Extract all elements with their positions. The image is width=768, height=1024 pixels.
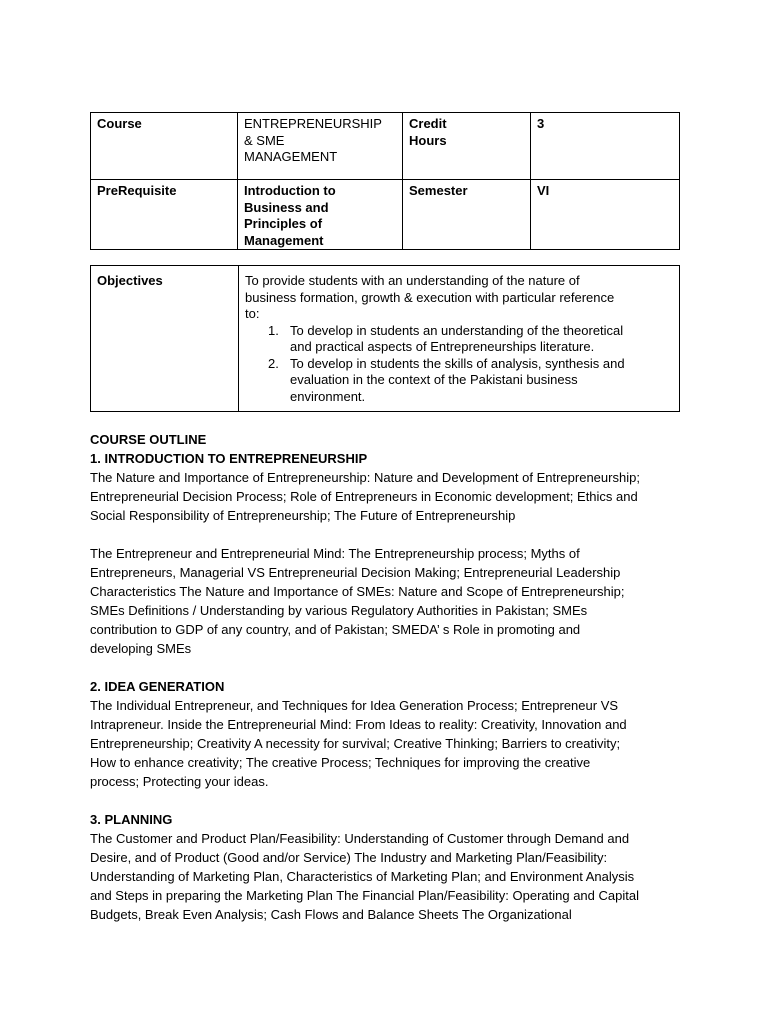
section-paragraph: The Individual Entrepreneur, and Techniques for Idea Generation Process; Entrepreneur VS Intrapreneur. Inside the Entrepreneurial Mind: From Ideas to reality: Creativity, Innovation and Entrepreneurship; Creativity A necessity for survival; Creative Thinking; Barriers to creativity; How to enhance creativity; The creative Process; Techniques for improving the creative process; Protecting your ideas.: [90, 698, 627, 789]
section-heading: 3. PLANNING: [90, 812, 173, 827]
list-item: 2. To develop in students the skills of analysis, synthesis and evaluation in the context of the Pakistani business environment.: [268, 355, 625, 404]
objectives-list: [245, 323, 673, 406]
section-paragraph: The Nature and Importance of Entrepreneurship: Nature and Development of Entrepreneurship; Entrepreneurial Decision Process; Role of Entrepreneurs in Economic development; Ethics and Social Responsibility of Entrepreneurship; The Future of Entrepreneurship: [90, 470, 640, 523]
objectives-row: [91, 266, 680, 412]
objectives-label: Objectives: [91, 266, 239, 412]
section-paragraph: The Entrepreneur and Entrepreneurial Mind: The Entrepreneurship process; Myths of Entrepreneurs, Managerial VS Entrepreneurial Decision Making; Entrepreneurial Leadership Characteristics The Nature and Importance of SMEs: Nature and Scope of Entrepreneurship; SMEs Definitions / Understanding by various Regulatory Authorities in Pakistan; SMEs contribution to GDP of any country, and of Pakistan; SMEDA’ s Role in promoting and developing SMEs: [90, 546, 625, 656]
objectives-table: [90, 265, 680, 412]
prerequisite-label: PreRequisite: [91, 180, 238, 250]
prerequisite-row: [91, 180, 680, 250]
section-heading: 1. INTRODUCTION TO ENTREPRENEURSHIP: [90, 451, 368, 466]
course-name-line: & SME: [244, 132, 285, 148]
credit-hours-value: 3: [531, 113, 680, 180]
course-name: [238, 113, 403, 180]
list-item: 1. To develop in students an understanding of the theoretical and practical aspects of Entrepreneurships literature.: [268, 322, 624, 354]
objectives-content: [239, 266, 680, 412]
objectives-intro-line: To provide students with an understanding of the nature of: [245, 273, 580, 288]
course-info-table: [90, 112, 680, 250]
course-name-line: MANAGEMENT: [244, 149, 338, 164]
credit-hours-label: Credit Hours: [403, 113, 531, 180]
list-item-number: 1.: [268, 322, 279, 338]
list-item-number: 2.: [268, 355, 279, 371]
course-label: Course: [91, 113, 238, 180]
course-name-line: ENTREPRENEURSHIP: [244, 116, 382, 131]
course-row: [91, 113, 680, 180]
course-outline: [90, 430, 690, 924]
semester-label: Semester: [403, 180, 531, 250]
semester-value: VI: [531, 180, 680, 250]
section-heading: 2. IDEA GENERATION: [90, 679, 225, 694]
objectives-intro-line: to:: [245, 306, 260, 321]
prerequisite-value: Introduction to Business and Principles of Management: [238, 180, 403, 250]
objectives-intro-line: business formation, growth & execution with particular reference: [245, 289, 615, 305]
outline-title: COURSE OUTLINE: [90, 432, 207, 447]
section-paragraph: The Customer and Product Plan/Feasibility: Understanding of Customer through Demand and Desire, and of Product (Good and/or Service) The Industry and Marketing Plan/Feasibility: Understanding of Marketing Plan, Characteristics of Marketing Plan; and Environment Analysis and Steps in preparing the Marketing Plan The Financial Plan/Feasibility: Operating and Capital Budgets, Break Even Analysis; Cash Flows and Balance Sheets The Organizational: [90, 831, 639, 922]
